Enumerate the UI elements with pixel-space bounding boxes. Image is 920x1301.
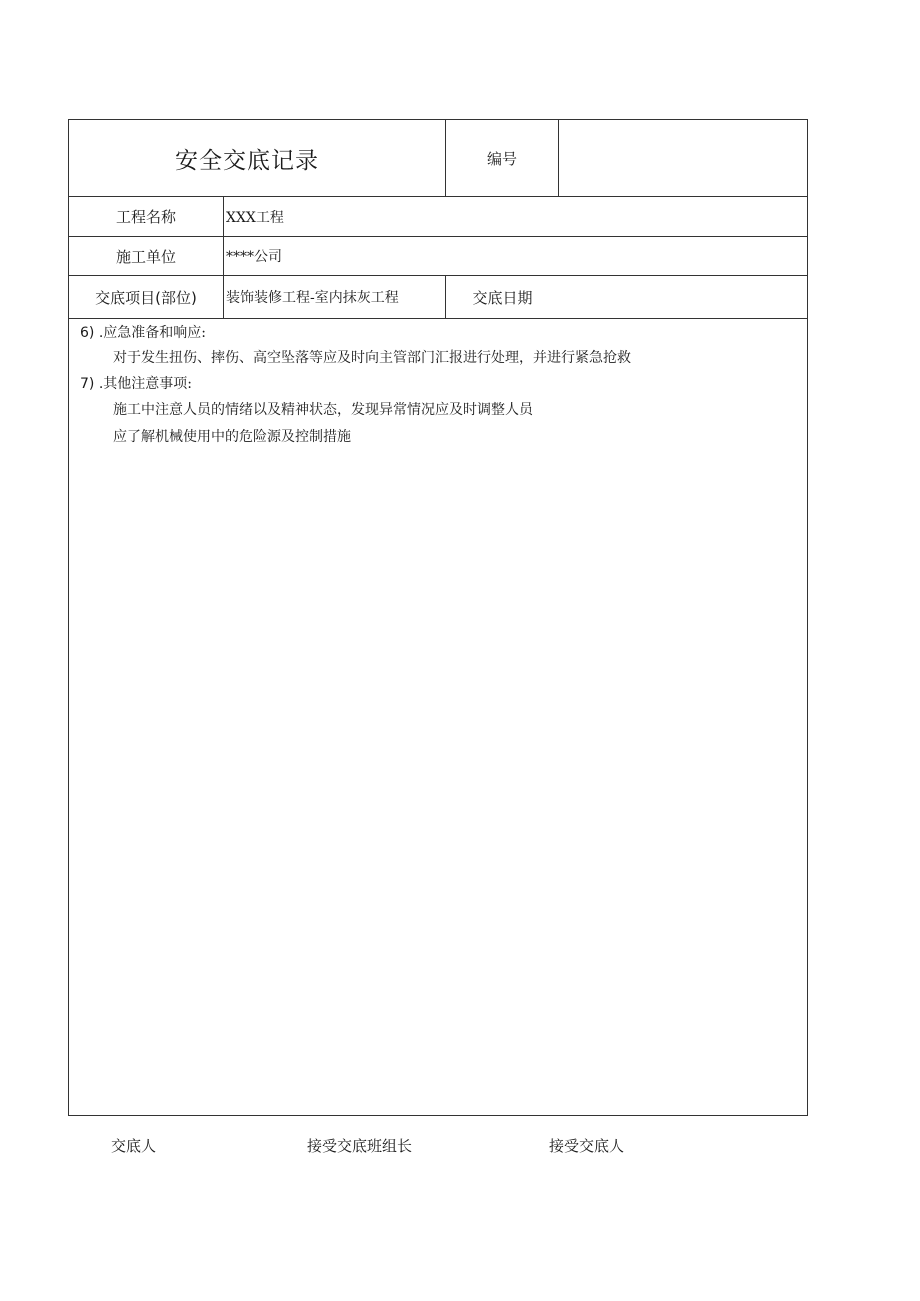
form-title: 安全交底记录 <box>175 147 319 174</box>
briefing-date-value-cell[interactable] <box>559 276 807 318</box>
construction-unit-label-cell <box>69 237 224 275</box>
section-7-title: .其他注意事项: <box>98 376 192 392</box>
project-name-row <box>69 197 807 237</box>
section-6-heading <box>80 322 206 342</box>
number-value-cell[interactable] <box>559 120 807 196</box>
construction-unit-value-cell[interactable] <box>224 237 807 275</box>
construction-unit-row <box>69 237 807 276</box>
team-leader-signature-label: 接受交底班组长 <box>307 1137 413 1155</box>
project-name-value-cell[interactable] <box>224 197 807 236</box>
briefing-item-row <box>69 276 807 319</box>
briefing-item-value: 装饰装修工程-室内抹灰工程 <box>226 290 399 306</box>
title-cell <box>69 120 446 196</box>
number-label: 编号 <box>486 149 517 168</box>
construction-unit-value: ****公司 <box>226 249 282 265</box>
briefing-date-label: 交底日期 <box>472 288 533 307</box>
briefing-item-label-cell <box>69 276 224 318</box>
safety-briefing-form <box>68 119 808 1116</box>
receiver-signature-label: 接受交底人 <box>549 1137 625 1155</box>
section-6-number: 6) <box>80 325 95 341</box>
project-name-label: 工程名称 <box>115 208 176 226</box>
project-name-value: XXX工程 <box>226 209 284 226</box>
section-6-line-1: 对于发生扭伤、摔伤、高空坠落等应及时向主管部门汇报进行处理，并进行紧急抢救 <box>113 350 631 366</box>
section-7-number: 7) <box>80 376 95 392</box>
project-name-label-cell <box>69 197 224 236</box>
briefing-content <box>69 319 807 1115</box>
section-6-title: .应急准备和响应: <box>98 325 206 341</box>
section-7-line-1: 施工中注意人员的情绪以及精神状态，发现异常情况应及时调整人员 <box>113 402 533 418</box>
briefer-signature-label: 交底人 <box>111 1137 157 1155</box>
construction-unit-label: 施工单位 <box>115 247 176 266</box>
briefing-date-label-cell <box>446 276 559 318</box>
section-7-line-2: 应了解机械使用中的危险源及控制措施 <box>113 429 351 445</box>
number-label-cell <box>446 120 559 196</box>
briefing-item-value-cell[interactable] <box>224 276 446 318</box>
briefing-item-label: 交底项目(部位) <box>95 288 197 307</box>
title-row <box>69 120 807 197</box>
section-7-heading <box>80 373 192 393</box>
